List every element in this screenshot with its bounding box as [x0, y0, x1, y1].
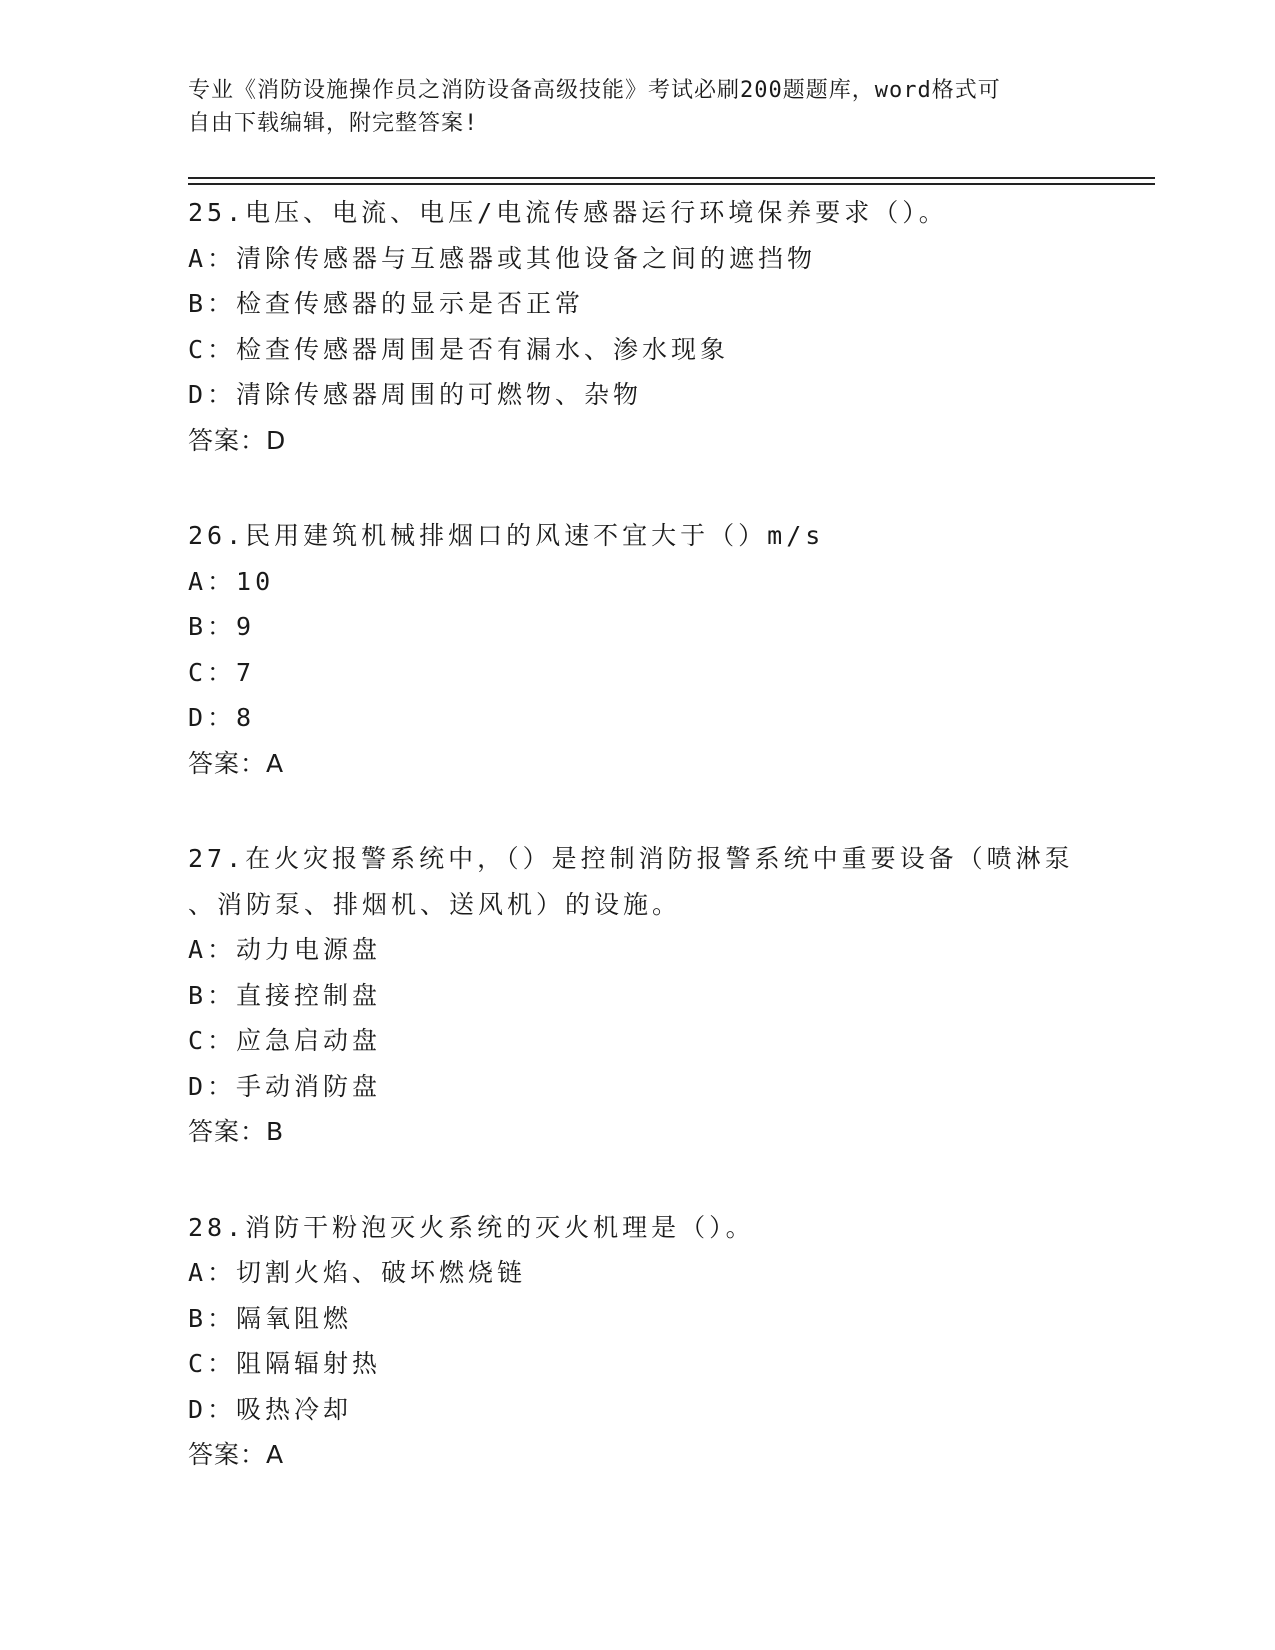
question-stem-continued: 、消防泵、排烟机、送风机）的设施。 — [188, 889, 682, 919]
question-27 — [188, 836, 1088, 1155]
header-line-1: 专业《消防设施操作员之消防设备高级技能》考试必刷200题题库，word格式可 — [188, 78, 1001, 103]
option-b: B：隔氧阻燃 — [188, 1303, 353, 1333]
question-stem: 25.电压、电流、电压/电流传感器运行环境保养要求（）。 — [188, 198, 948, 227]
question-stem: 27.在火灾报警系统中，（）是控制消防报警系统中重要设备（喷淋泵 — [188, 844, 1074, 873]
option-c: C：阻隔辐射热 — [188, 1349, 382, 1378]
option-d: D：手动消防盘 — [188, 1071, 382, 1101]
option-c: C：检查传感器周围是否有漏水、渗水现象 — [188, 334, 730, 364]
header-divider-bottom — [188, 183, 1155, 185]
question-28 — [188, 1205, 1088, 1478]
option-d: D：吸热冷却 — [188, 1394, 353, 1424]
question-stem: 26.民用建筑机械排烟口的风速不宜大于（）m/s — [188, 521, 825, 550]
answer: 答案：A — [188, 1440, 285, 1469]
answer: 答案：B — [188, 1117, 285, 1146]
question-26 — [188, 513, 1088, 786]
header-divider-top — [188, 177, 1155, 179]
header-line-2: 自由下载编辑，附完整答案! — [188, 111, 479, 136]
option-d: D：8 — [188, 703, 256, 732]
question-list — [188, 190, 1088, 1528]
answer: 答案：A — [188, 748, 285, 778]
question-stem: 28.消防干粉泡灭火系统的灭火机理是（）。 — [188, 1212, 755, 1242]
option-b: B：直接控制盘 — [188, 980, 382, 1010]
option-a: A：动力电源盘 — [188, 935, 382, 964]
option-a: A：切割火焰、破坏燃烧链 — [188, 1258, 527, 1287]
question-25 — [188, 190, 1088, 463]
option-a: A：清除传感器与互感器或其他设备之间的遮挡物 — [188, 243, 817, 273]
option-c: C：7 — [188, 657, 256, 687]
option-b: B：检查传感器的显示是否正常 — [188, 289, 585, 318]
answer: 答案：D — [188, 425, 287, 455]
option-d: D：清除传感器周围的可燃物、杂物 — [188, 380, 643, 409]
option-b: B：9 — [188, 612, 256, 641]
option-c: C：应急启动盘 — [188, 1026, 382, 1055]
option-a: A：10 — [188, 566, 275, 596]
document-header — [188, 74, 1068, 140]
